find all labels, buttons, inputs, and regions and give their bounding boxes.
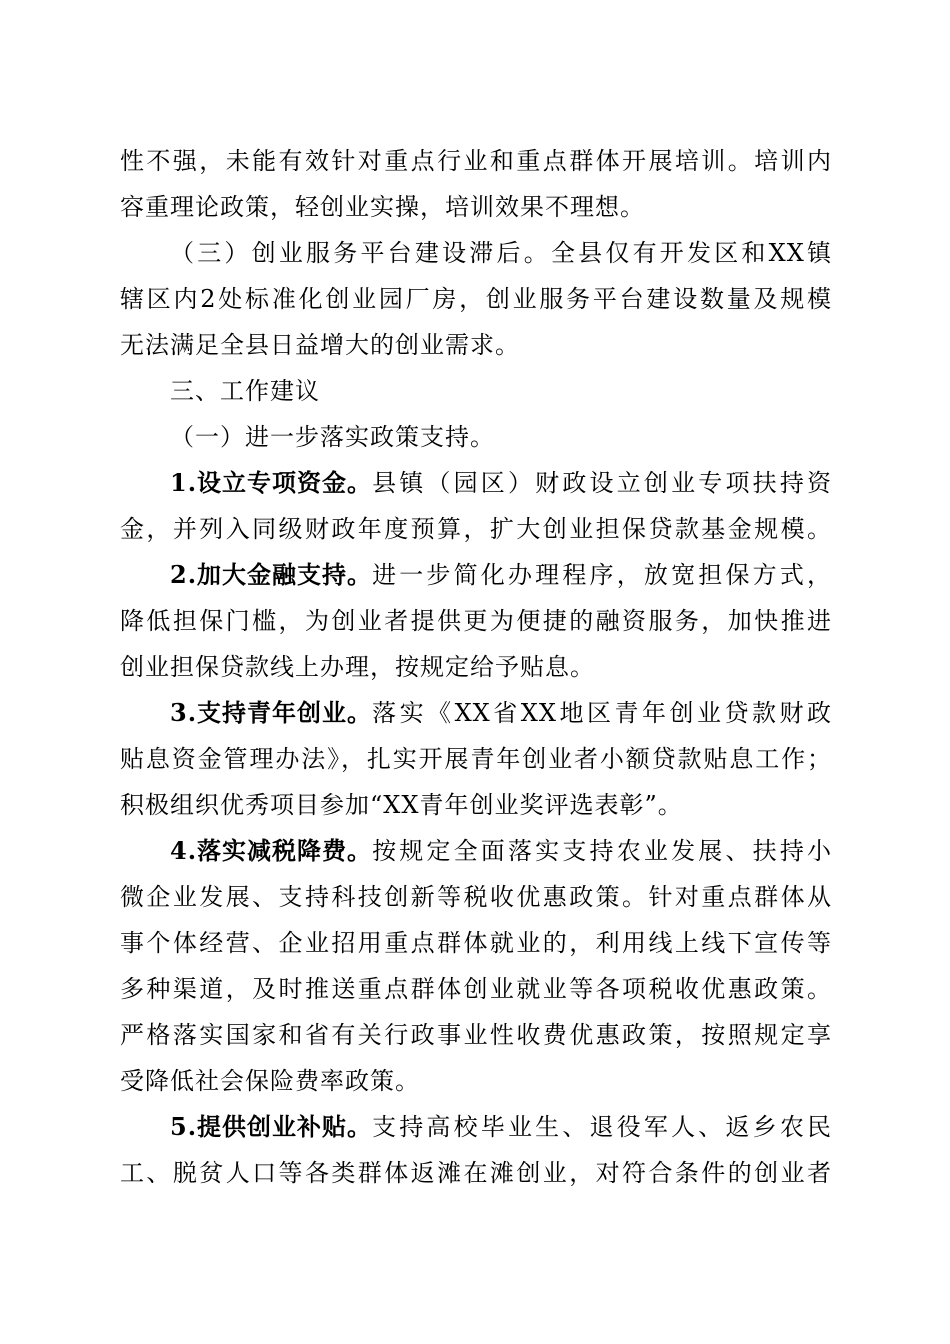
- item-5-heading: 5.提供创业补贴。: [170, 1112, 373, 1141]
- text-span: 县镇（园区）财政设立创业专项扶持资: [372, 469, 832, 497]
- subsection-heading: （一）进一步落实政策支持。: [170, 423, 495, 451]
- text-line: 性不强，未能有效针对重点行业和重点群体开展培训。培训内: [120, 147, 832, 175]
- item-1-line: [170, 468, 832, 500]
- text-span: 进一步简化办理程序，放宽担保方式，: [372, 561, 832, 589]
- text-line: 微企业发展、支持科技创新等税收优惠政策。针对重点群体从: [120, 883, 832, 911]
- item-1-heading: 1.设立专项资金。: [170, 468, 373, 497]
- text-line: 贴息资金管理办法》，扎实开展青年创业者小额贷款贴息工作；: [120, 745, 832, 773]
- item-3-line: [170, 698, 832, 730]
- text-line: 金，并列入同级财政年度预算，扩大创业担保贷款基金规模。: [120, 515, 832, 543]
- text-line: 降低担保门槛，为创业者提供更为便捷的融资服务，加快推进: [120, 607, 832, 635]
- text-span: 按规定全面落实支持农业发展、扶持小: [372, 837, 832, 865]
- text-line: 事个体经营、企业招用重点群体就业的，利用线上线下宣传等: [120, 929, 832, 957]
- item-2-heading: 2.加大金融支持。: [170, 560, 373, 589]
- section-heading: 三、工作建议: [170, 377, 320, 405]
- text-line: 严格落实国家和省有关行政事业性收费优惠政策，按照规定享: [120, 1021, 832, 1049]
- item-5-line: [170, 1112, 832, 1144]
- text-span: 支持高校毕业生、退役军人、返乡农民: [372, 1113, 832, 1141]
- text-line: 无法满足全县日益增大的创业需求。: [120, 331, 520, 359]
- text-line: 积极组织优秀项目参加“XX青年创业奖评选表彰”。: [120, 791, 683, 819]
- text-line: 辖区内2处标准化创业园厂房，创业服务平台建设数量及规模: [120, 285, 832, 313]
- text-line: 容重理论政策，轻创业实操，培训效果不理想。: [120, 193, 645, 221]
- text-span: 落实《XX省XX地区青年创业贷款财政: [372, 699, 832, 727]
- text-line: 工、脱贫人口等各类群体返滩在滩创业，对符合条件的创业者: [120, 1159, 832, 1187]
- paragraph-heading: （三）创业服务平台建设滞后。全县仅有开发区和XX镇: [170, 239, 832, 267]
- text-line: 创业担保贷款线上办理，按规定给予贴息。: [120, 653, 595, 681]
- item-2-line: [170, 560, 832, 592]
- item-4-heading: 4.落实减税降费。: [170, 836, 373, 865]
- item-4-line: [170, 836, 832, 868]
- text-line: 多种渠道，及时推送重点群体创业就业等各项税收优惠政策。: [120, 975, 832, 1003]
- text-line: 受降低社会保险费率政策。: [120, 1067, 420, 1095]
- item-3-heading: 3.支持青年创业。: [170, 698, 373, 727]
